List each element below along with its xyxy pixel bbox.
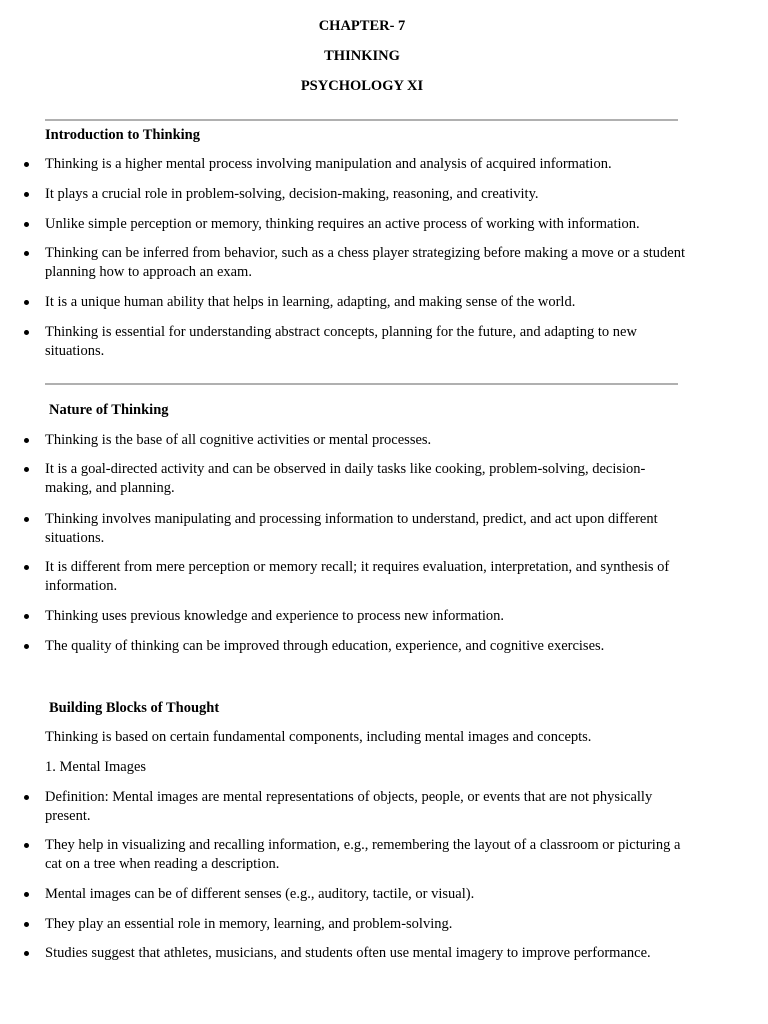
list-item: Thinking can be inferred from behavior, such as a chess player strategizing before making a move or a student planning how to approach an exam. [45, 245, 686, 280]
section-heading-building-blocks: Building Blocks of Thought [49, 700, 220, 716]
list-item: Thinking is essential for understanding abstract concepts, planning for the future, and adapting to new situations. [45, 323, 685, 361]
list-item: Definition: Mental images are mental representations of objects, people, or events that are not physically present. [45, 788, 685, 826]
list-item: Thinking is a higher mental process involving manipulation and analysis of acquired information. [45, 155, 685, 174]
list-item: Thinking involves manipulating and processing information to understand, predict, and act upon different situations. [45, 510, 685, 548]
divider [45, 119, 678, 121]
subject-title: PSYCHOLOGY XI [300, 78, 424, 94]
list-item: The quality of thinking can be improved through education, experience, and cognitive exercises. [45, 637, 685, 656]
section-heading-introduction: Introduction to Thinking [45, 127, 200, 143]
list-item: They play an essential role in memory, learning, and problem-solving. [45, 915, 685, 934]
list-item: It is different from mere perception or memory recall; it requires evaluation, interpretation, and synthesis of information. [45, 558, 685, 596]
subsection-heading-mental-images: 1. Mental Images [45, 759, 147, 775]
list-item: Mental images can be of different senses (e.g., auditory, tactile, or visual). [45, 885, 685, 904]
list-item: It is a goal-directed activity and can be observed in daily tasks like cooking, problem-solving, decision-making, and planning. [45, 460, 685, 498]
list-item: It is a unique human ability that helps in learning, adapting, and making sense of the world. [45, 293, 685, 312]
section-intro: Thinking is based on certain fundamental components, including mental images and concepts. [45, 729, 592, 745]
list-item: Thinking uses previous knowledge and experience to process new information. [45, 607, 685, 626]
chapter-title: CHAPTER- 7 [318, 18, 406, 34]
list-item: Studies suggest that athletes, musicians, and students often use mental imagery to improve performance. [45, 944, 685, 963]
divider [45, 383, 678, 385]
list-item: They help in visualizing and recalling information, e.g., remembering the layout of a classroom or picturing a cat on a tree when reading a description. [45, 836, 685, 874]
topic-title: THINKING [324, 48, 400, 64]
list-item: Unlike simple perception or memory, thinking requires an active process of working with information. [45, 215, 685, 234]
list-item: It plays a crucial role in problem-solving, decision-making, reasoning, and creativity. [45, 185, 685, 204]
section-heading-nature: Nature of Thinking [49, 402, 169, 418]
list-item: Thinking is the base of all cognitive activities or mental processes. [45, 431, 685, 450]
